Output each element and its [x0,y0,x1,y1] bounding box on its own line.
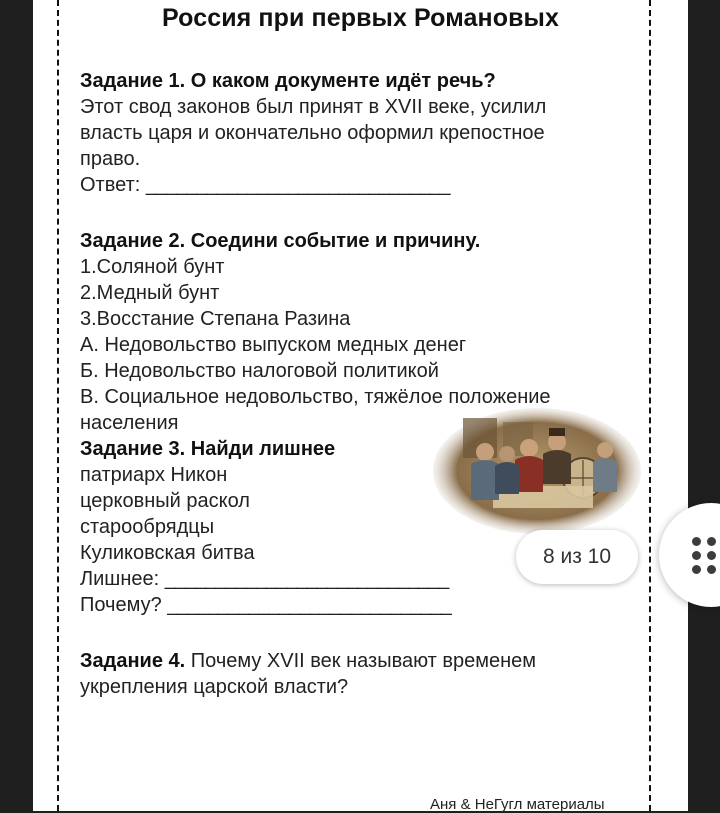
task-3-why-blank[interactable]: ____________________________ [167,594,451,616]
apps-grid-icon-dot [707,537,716,546]
task-4-question-line-2: укрепления царской власти? [80,676,349,698]
task-1-heading: Задание 1. О каком документе идёт речь? [80,70,496,92]
task-3-why-row [80,592,620,618]
task-3-item: Куликовская битва [80,542,255,564]
task-3-why-label: Почему? [80,594,162,616]
task-1-answer-blank[interactable]: ______________________________ [145,174,450,196]
task-4-question: Почему XVII век называют временем [190,650,537,672]
task-3-item: старообрядцы [80,516,215,538]
dashed-border-right [649,0,651,811]
task-2-event: 1.Соляной бунт [80,256,225,278]
task-3-extra-blank[interactable]: ____________________________ [164,568,449,590]
task-3-extra-label: Лишнее: [80,568,160,590]
task-2-event: 2.Медный бунт [80,282,220,304]
task-2 [80,228,620,436]
task-1 [80,68,620,198]
apps-grid-icon-dot [692,565,701,574]
apps-grid-icon-dot [692,551,701,560]
apps-grid-icon-dot [707,565,716,574]
task-3-item: церковный раскол [80,490,250,512]
apps-grid-icon [692,537,701,546]
task-1-text-line: власть царя и окончательно оформил крепостное [80,122,545,144]
apps-grid-icon-dot [707,551,716,560]
page-counter: 8 из 10 [516,530,638,584]
historical-painting-icon [433,408,641,534]
page-title: Россия при первых Романовых [162,4,559,32]
task-4-question-line-1 [80,648,620,674]
task-4 [80,648,620,700]
task-2-heading: Задание 2. Соедини событие и причину. [80,230,481,252]
worksheet-page [33,0,688,811]
task-4-heading: Задание 4. [80,650,186,672]
task-1-answer-row [80,172,620,198]
task-2-cause: В. Социальное недовольство, тяжёлое положение [80,386,551,408]
task-2-cause: населения [80,412,179,434]
task-2-cause: А. Недовольство выпуском медных денег [80,334,467,356]
task-3-heading: Задание 3. Найди лишнее [80,438,336,460]
task-1-answer-label: Ответ: [80,174,141,196]
footer-credit: Аня & НеГугл материалы [430,796,605,813]
task-2-event: 3.Восстание Степана Разина [80,308,351,330]
task-2-cause: Б. Недовольство налоговой политикой [80,360,439,382]
task-3-item: патриарх Никон [80,464,228,486]
dashed-border-left [57,0,59,811]
task-1-text-line: право. [80,148,141,170]
task-1-text-line: Этот свод законов был принят в XVII веке, усилил [80,96,547,118]
